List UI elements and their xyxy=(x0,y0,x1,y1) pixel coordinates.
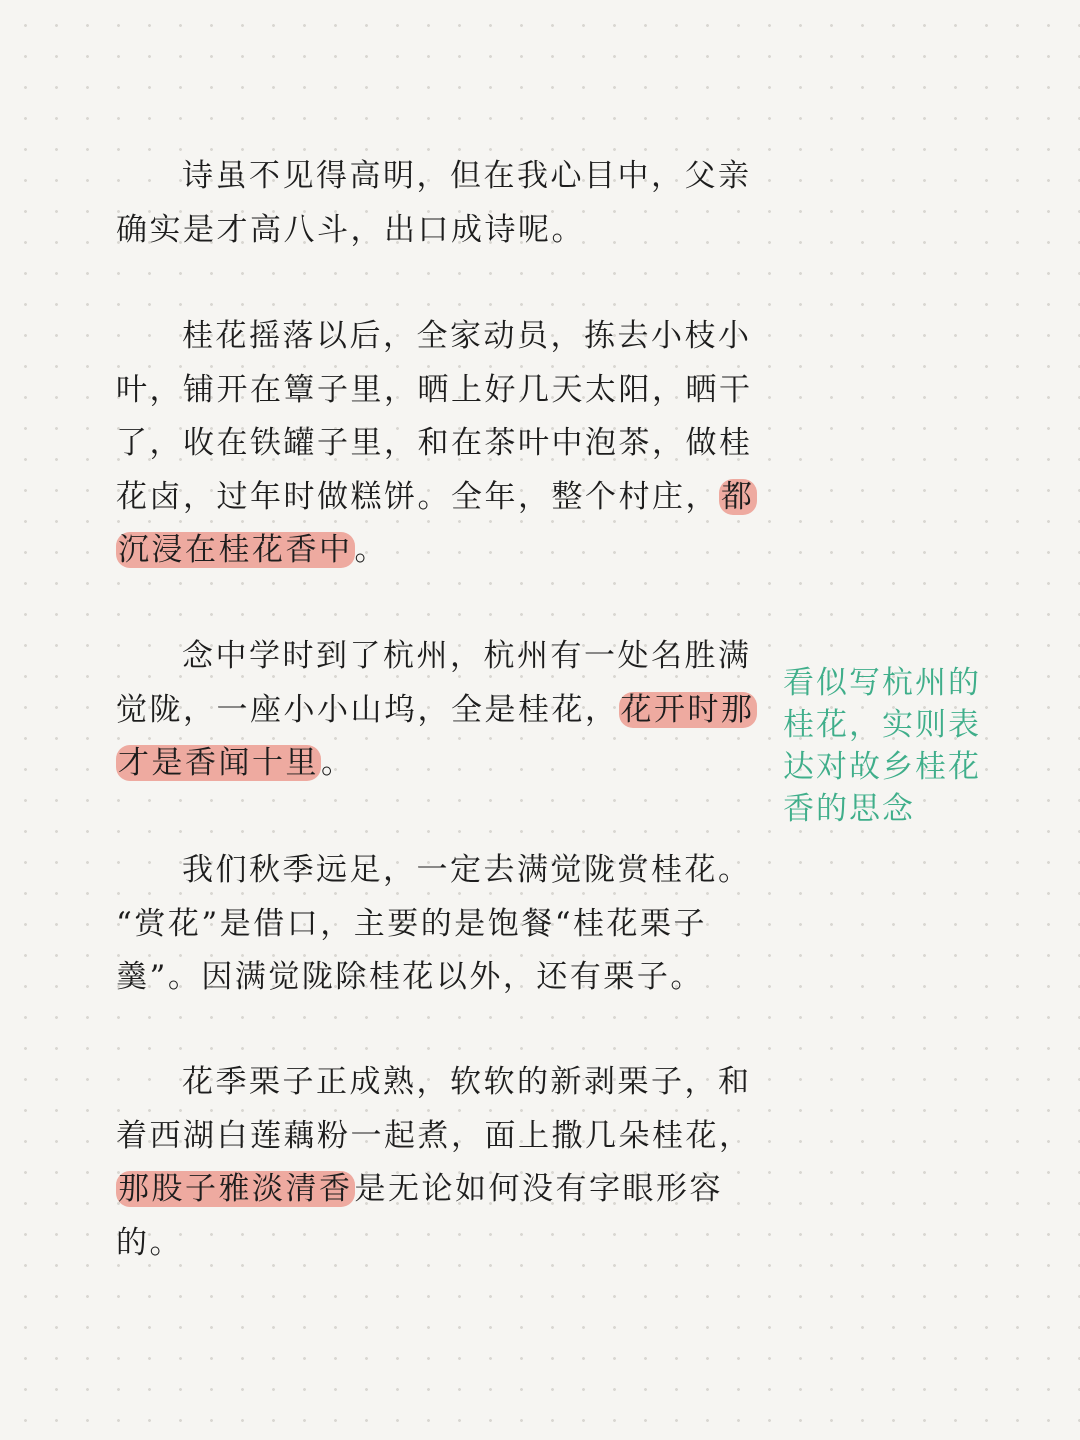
paragraph-5 xyxy=(116,1056,766,1270)
text-segment: “赏花”是借口，主要的是饱餐“桂花栗子 xyxy=(116,905,708,942)
text-segment: 。 xyxy=(321,745,355,781)
text-line xyxy=(116,630,766,684)
annotation-line: 香的思念 xyxy=(783,791,915,827)
text-line xyxy=(116,844,766,898)
text-segment: 诗虽不见得高明，但在我心目中，父亲 xyxy=(182,158,752,194)
text-segment: 花季栗子正成熟，软软的新剥栗子，和 xyxy=(182,1064,752,1100)
text-line xyxy=(116,684,766,738)
annotation-line: 达对故乡桂花 xyxy=(783,749,981,785)
text-segment: 着西湖白莲藕粉一起煮，面上撒几朵桂花， xyxy=(116,1117,753,1154)
text-segment: 花卤，过年时做糕饼。全年，整个村庄， xyxy=(116,478,719,515)
text-segment: 了，收在铁罐子里，和在茶叶中泡茶，做桂 xyxy=(116,425,753,461)
text-segment: 念中学时到了杭州，杭州有一处名胜满 xyxy=(182,638,752,674)
paragraph-3 xyxy=(116,630,766,791)
text-line xyxy=(116,1217,766,1271)
text-line xyxy=(116,951,766,1005)
text-segment: 叶，铺开在簟子里，晒上好几天太阳，晒干 xyxy=(116,371,753,408)
highlighted-text: 才是香闻十里 xyxy=(118,745,319,781)
text-segment: 的。 xyxy=(116,1224,183,1261)
text-segment: 羹”。因满觉陇除桂花以外，还有栗子。 xyxy=(116,959,704,995)
text-line xyxy=(116,1110,766,1164)
text-segment: 桂花摇落以后，全家动员，拣去小枝小 xyxy=(182,318,752,354)
text-line xyxy=(116,1163,766,1217)
side-annotation xyxy=(783,662,1023,830)
text-segment: 确实是才高八斗，出口成诗呢。 xyxy=(116,211,585,248)
paragraph-4 xyxy=(116,844,766,1005)
text-segment: 是无论如何没有字眼形容 xyxy=(354,1171,723,1207)
highlighted-text: 那股子雅淡清香 xyxy=(118,1171,353,1207)
text-line xyxy=(116,471,766,525)
text-line xyxy=(116,417,766,471)
paragraph-2 xyxy=(116,310,766,578)
highlighted-text: 花开时那 xyxy=(620,691,755,728)
text-line xyxy=(116,524,766,578)
text-segment: 。 xyxy=(354,532,388,568)
highlighted-text: 都 xyxy=(721,478,755,515)
highlighted-text: 沉浸在桂花香中 xyxy=(118,532,353,568)
annotation-line: 看似写杭州的 xyxy=(783,665,981,701)
text-line xyxy=(116,150,766,204)
text-line xyxy=(116,310,766,364)
annotation-line: 桂花，实则表 xyxy=(783,707,981,743)
text-line xyxy=(116,898,766,952)
text-segment: 我们秋季远足，一定去满觉陇赏桂花。 xyxy=(182,852,752,888)
paragraph-1 xyxy=(116,150,766,257)
text-line xyxy=(116,364,766,418)
text-line xyxy=(116,1056,766,1110)
text-segment: 觉陇，一座小小山坞，全是桂花， xyxy=(116,691,619,728)
text-line xyxy=(116,737,766,791)
text-line xyxy=(116,204,766,258)
